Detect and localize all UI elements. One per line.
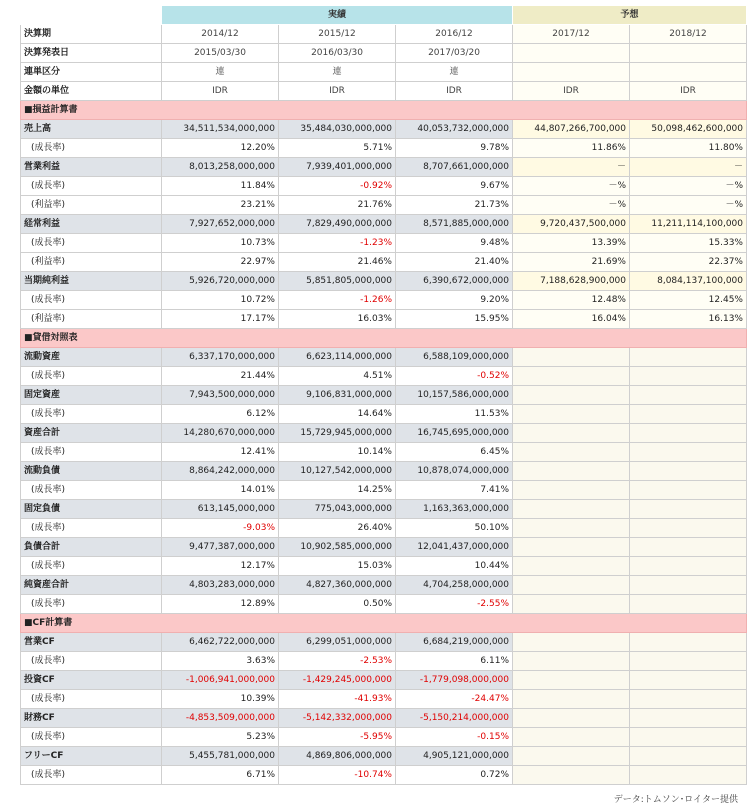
row-label: 財務CF (21, 709, 162, 728)
value-cell (513, 424, 630, 443)
section-header-row (21, 329, 747, 348)
value-cell: 0.72% (396, 766, 513, 785)
value-cell: -4,853,509,000,000 (162, 709, 279, 728)
value-cell: 10.73% (162, 234, 279, 253)
value-cell: 12,041,437,000,000 (396, 538, 513, 557)
forecast-group-header: 予想 (513, 6, 747, 25)
row-label: (成長率) (21, 139, 162, 158)
value-cell: 16,745,695,000,000 (396, 424, 513, 443)
value-cell: -24.47% (396, 690, 513, 709)
header-cell: 2017/03/20 (396, 44, 513, 63)
metric-row (21, 538, 747, 557)
header-cell: 連 (396, 63, 513, 82)
value-cell: 9.20% (396, 291, 513, 310)
value-cell (630, 557, 747, 576)
metric-row (21, 120, 747, 139)
metric-row (21, 272, 747, 291)
value-cell: 11.53% (396, 405, 513, 424)
value-cell: 11,211,114,100,000 (630, 215, 747, 234)
header-cell: 2014/12 (162, 25, 279, 44)
value-cell (630, 443, 747, 462)
metric-row (21, 215, 747, 234)
value-cell (630, 538, 747, 557)
group-header-blank (21, 6, 162, 25)
value-cell: －% (630, 177, 747, 196)
value-cell: 15.95% (396, 310, 513, 329)
ratio-row (21, 557, 747, 576)
value-cell (630, 595, 747, 614)
value-cell: 8,864,242,000,000 (162, 462, 279, 481)
value-cell: 5,926,720,000,000 (162, 272, 279, 291)
value-cell: -1,429,245,000,000 (279, 671, 396, 690)
value-cell: 6.12% (162, 405, 279, 424)
value-cell: 14.64% (279, 405, 396, 424)
value-cell: 11.80% (630, 139, 747, 158)
value-cell (630, 367, 747, 386)
row-label: 当期純利益 (21, 272, 162, 291)
value-cell: 12.48% (513, 291, 630, 310)
row-label: 営業利益 (21, 158, 162, 177)
header-row (21, 25, 747, 44)
value-cell (513, 747, 630, 766)
metric-row (21, 747, 747, 766)
header-cell (513, 63, 630, 82)
value-cell: 21.44% (162, 367, 279, 386)
value-cell: 9.67% (396, 177, 513, 196)
row-label: (成長率) (21, 557, 162, 576)
value-cell: -5,142,332,000,000 (279, 709, 396, 728)
table-body (21, 6, 747, 785)
value-cell: 6,684,219,000,000 (396, 633, 513, 652)
value-cell (513, 348, 630, 367)
value-cell: 50,098,462,600,000 (630, 120, 747, 139)
value-cell: 22.97% (162, 253, 279, 272)
value-cell: -5.95% (279, 728, 396, 747)
section-header-row (21, 101, 747, 120)
value-cell (630, 424, 747, 443)
financial-table-container (20, 5, 747, 785)
financial-summary-table (20, 5, 747, 785)
value-cell: 4,905,121,000,000 (396, 747, 513, 766)
row-label: (成長率) (21, 481, 162, 500)
value-cell: 3.63% (162, 652, 279, 671)
value-cell: － (630, 158, 747, 177)
value-cell: 5,851,805,000,000 (279, 272, 396, 291)
value-cell: 8,707,661,000,000 (396, 158, 513, 177)
header-cell: 連 (279, 63, 396, 82)
value-cell: 5,455,781,000,000 (162, 747, 279, 766)
header-cell: IDR (630, 82, 747, 101)
value-cell: 21.46% (279, 253, 396, 272)
row-label: 負債合計 (21, 538, 162, 557)
value-cell: 10.14% (279, 443, 396, 462)
section-header-row (21, 614, 747, 633)
value-cell: 10,157,586,000,000 (396, 386, 513, 405)
value-cell (513, 538, 630, 557)
ratio-row (21, 367, 747, 386)
group-header-row (21, 6, 747, 25)
value-cell (630, 690, 747, 709)
header-row (21, 82, 747, 101)
row-label: (成長率) (21, 766, 162, 785)
row-label: (成長率) (21, 291, 162, 310)
ratio-row (21, 139, 747, 158)
value-cell: 0.50% (279, 595, 396, 614)
section-title: ■貸借対照表 (21, 329, 747, 348)
value-cell: 13.39% (513, 234, 630, 253)
value-cell: 44,807,266,700,000 (513, 120, 630, 139)
metric-row (21, 671, 747, 690)
value-cell: -41.93% (279, 690, 396, 709)
value-cell: 9,106,831,000,000 (279, 386, 396, 405)
value-cell: 10,902,585,000,000 (279, 538, 396, 557)
value-cell: -5,150,214,000,000 (396, 709, 513, 728)
ratio-row (21, 481, 747, 500)
value-cell (630, 462, 747, 481)
ratio-row (21, 652, 747, 671)
header-cell (630, 44, 747, 63)
ratio-row (21, 728, 747, 747)
header-cell: IDR (162, 82, 279, 101)
value-cell (513, 557, 630, 576)
ratio-row (21, 310, 747, 329)
value-cell (630, 728, 747, 747)
value-cell (513, 386, 630, 405)
value-cell: 613,145,000,000 (162, 500, 279, 519)
metric-row (21, 709, 747, 728)
value-cell: -9.03% (162, 519, 279, 538)
value-cell (513, 766, 630, 785)
row-label: 固定負債 (21, 500, 162, 519)
value-cell: 8,013,258,000,000 (162, 158, 279, 177)
metric-row (21, 576, 747, 595)
value-cell (630, 481, 747, 500)
row-label: 固定資産 (21, 386, 162, 405)
row-label: フリーCF (21, 747, 162, 766)
value-cell: 6,390,672,000,000 (396, 272, 513, 291)
value-cell: -1.23% (279, 234, 396, 253)
value-cell: 17.17% (162, 310, 279, 329)
value-cell: -0.15% (396, 728, 513, 747)
value-cell: 7,188,628,900,000 (513, 272, 630, 291)
value-cell: 6.71% (162, 766, 279, 785)
value-cell (513, 728, 630, 747)
value-cell: 12.17% (162, 557, 279, 576)
value-cell: -1,779,098,000,000 (396, 671, 513, 690)
value-cell: 16.03% (279, 310, 396, 329)
header-cell: 連 (162, 63, 279, 82)
value-cell: 14.01% (162, 481, 279, 500)
value-cell: -1,006,941,000,000 (162, 671, 279, 690)
ratio-row (21, 291, 747, 310)
value-cell: －% (513, 177, 630, 196)
value-cell (513, 595, 630, 614)
value-cell: 6,299,051,000,000 (279, 633, 396, 652)
ratio-row (21, 234, 747, 253)
header-label: 決算期 (21, 25, 162, 44)
value-cell (630, 747, 747, 766)
header-cell (513, 44, 630, 63)
ratio-row (21, 690, 747, 709)
data-source-note: データ:トムソン･ロイター提供 (613, 795, 738, 805)
value-cell: 6.45% (396, 443, 513, 462)
value-cell: － (513, 158, 630, 177)
row-label: 営業CF (21, 633, 162, 652)
value-cell: 12.41% (162, 443, 279, 462)
value-cell: 16.13% (630, 310, 747, 329)
row-label: (成長率) (21, 595, 162, 614)
ratio-row (21, 405, 747, 424)
value-cell (513, 367, 630, 386)
header-cell: IDR (396, 82, 513, 101)
metric-row (21, 348, 747, 367)
row-label: 流動資産 (21, 348, 162, 367)
row-label: 流動負債 (21, 462, 162, 481)
header-row (21, 44, 747, 63)
value-cell: 8,571,885,000,000 (396, 215, 513, 234)
value-cell (630, 633, 747, 652)
value-cell: 9.48% (396, 234, 513, 253)
ratio-row (21, 766, 747, 785)
value-cell: 21.69% (513, 253, 630, 272)
value-cell: 1,163,363,000,000 (396, 500, 513, 519)
value-cell: 15.03% (279, 557, 396, 576)
value-cell (630, 500, 747, 519)
value-cell: -2.55% (396, 595, 513, 614)
value-cell: 16.04% (513, 310, 630, 329)
value-cell: -0.92% (279, 177, 396, 196)
value-cell: 23.21% (162, 196, 279, 215)
header-cell (630, 63, 747, 82)
value-cell: 5.23% (162, 728, 279, 747)
row-label: (成長率) (21, 728, 162, 747)
value-cell: 22.37% (630, 253, 747, 272)
value-cell: 9.78% (396, 139, 513, 158)
value-cell: 10.44% (396, 557, 513, 576)
value-cell (630, 671, 747, 690)
row-label: (利益率) (21, 196, 162, 215)
value-cell: 6,462,722,000,000 (162, 633, 279, 652)
value-cell (513, 481, 630, 500)
value-cell: 12.45% (630, 291, 747, 310)
value-cell (513, 633, 630, 652)
value-cell (630, 386, 747, 405)
value-cell: 35,484,030,000,000 (279, 120, 396, 139)
value-cell: 6,337,170,000,000 (162, 348, 279, 367)
ratio-row (21, 443, 747, 462)
row-label: 資産合計 (21, 424, 162, 443)
value-cell (630, 576, 747, 595)
row-label: (成長率) (21, 519, 162, 538)
value-cell: 7,927,652,000,000 (162, 215, 279, 234)
header-cell: 2016/03/30 (279, 44, 396, 63)
value-cell: 5.71% (279, 139, 396, 158)
row-label: (利益率) (21, 310, 162, 329)
value-cell: 10,878,074,000,000 (396, 462, 513, 481)
value-cell (630, 766, 747, 785)
value-cell (513, 690, 630, 709)
section-title: ■CF計算書 (21, 614, 747, 633)
value-cell: 21.40% (396, 253, 513, 272)
section-title: ■損益計算書 (21, 101, 747, 120)
value-cell: 4,869,806,000,000 (279, 747, 396, 766)
value-cell: 7,939,401,000,000 (279, 158, 396, 177)
header-label: 金額の単位 (21, 82, 162, 101)
value-cell: 4,704,258,000,000 (396, 576, 513, 595)
row-label: (成長率) (21, 405, 162, 424)
value-cell: 4,827,360,000,000 (279, 576, 396, 595)
ratio-row (21, 177, 747, 196)
value-cell (630, 652, 747, 671)
row-label: (成長率) (21, 652, 162, 671)
value-cell: 21.76% (279, 196, 396, 215)
value-cell: 6.11% (396, 652, 513, 671)
value-cell (513, 652, 630, 671)
value-cell (513, 576, 630, 595)
value-cell: 7,829,490,000,000 (279, 215, 396, 234)
value-cell (513, 405, 630, 424)
actual-group-header: 実績 (162, 6, 513, 25)
header-cell: 2015/03/30 (162, 44, 279, 63)
value-cell (630, 348, 747, 367)
value-cell: 10.72% (162, 291, 279, 310)
value-cell: 50.10% (396, 519, 513, 538)
ratio-row (21, 196, 747, 215)
row-label: (成長率) (21, 690, 162, 709)
value-cell (513, 709, 630, 728)
value-cell: 7,943,500,000,000 (162, 386, 279, 405)
value-cell: 11.84% (162, 177, 279, 196)
value-cell: -10.74% (279, 766, 396, 785)
value-cell (513, 500, 630, 519)
header-cell: 2017/12 (513, 25, 630, 44)
value-cell: 11.86% (513, 139, 630, 158)
value-cell (513, 519, 630, 538)
value-cell: 4,803,283,000,000 (162, 576, 279, 595)
value-cell (513, 671, 630, 690)
value-cell: -2.53% (279, 652, 396, 671)
row-label: (成長率) (21, 367, 162, 386)
metric-row (21, 424, 747, 443)
metric-row (21, 158, 747, 177)
ratio-row (21, 595, 747, 614)
value-cell (513, 443, 630, 462)
row-label: (成長率) (21, 234, 162, 253)
value-cell (513, 462, 630, 481)
metric-row (21, 386, 747, 405)
header-row (21, 63, 747, 82)
row-label: (成長率) (21, 177, 162, 196)
value-cell: 26.40% (279, 519, 396, 538)
value-cell: 34,511,534,000,000 (162, 120, 279, 139)
value-cell: 9,720,437,500,000 (513, 215, 630, 234)
value-cell: 40,053,732,000,000 (396, 120, 513, 139)
header-cell: IDR (513, 82, 630, 101)
header-cell: 2018/12 (630, 25, 747, 44)
value-cell: 21.73% (396, 196, 513, 215)
ratio-row (21, 519, 747, 538)
header-cell: 2015/12 (279, 25, 396, 44)
value-cell: 15,729,945,000,000 (279, 424, 396, 443)
value-cell: 6,588,109,000,000 (396, 348, 513, 367)
value-cell (630, 405, 747, 424)
header-label: 決算発表日 (21, 44, 162, 63)
header-cell: IDR (279, 82, 396, 101)
value-cell: -0.52% (396, 367, 513, 386)
value-cell (630, 709, 747, 728)
row-label: (利益率) (21, 253, 162, 272)
row-label: (成長率) (21, 443, 162, 462)
value-cell: 10,127,542,000,000 (279, 462, 396, 481)
value-cell: 10.39% (162, 690, 279, 709)
value-cell: 6,623,114,000,000 (279, 348, 396, 367)
value-cell: 15.33% (630, 234, 747, 253)
ratio-row (21, 253, 747, 272)
value-cell: 8,084,137,100,000 (630, 272, 747, 291)
row-label: 売上高 (21, 120, 162, 139)
value-cell: 14.25% (279, 481, 396, 500)
value-cell: 775,043,000,000 (279, 500, 396, 519)
value-cell: 4.51% (279, 367, 396, 386)
metric-row (21, 633, 747, 652)
header-label: 連単区分 (21, 63, 162, 82)
row-label: 経常利益 (21, 215, 162, 234)
value-cell: －% (630, 196, 747, 215)
metric-row (21, 462, 747, 481)
header-cell: 2016/12 (396, 25, 513, 44)
value-cell: 7.41% (396, 481, 513, 500)
value-cell: 14,280,670,000,000 (162, 424, 279, 443)
row-label: 投資CF (21, 671, 162, 690)
value-cell: 9,477,387,000,000 (162, 538, 279, 557)
value-cell: －% (513, 196, 630, 215)
row-label: 純資産合計 (21, 576, 162, 595)
metric-row (21, 500, 747, 519)
value-cell (630, 519, 747, 538)
value-cell: -1.26% (279, 291, 396, 310)
value-cell: 12.89% (162, 595, 279, 614)
value-cell: 12.20% (162, 139, 279, 158)
